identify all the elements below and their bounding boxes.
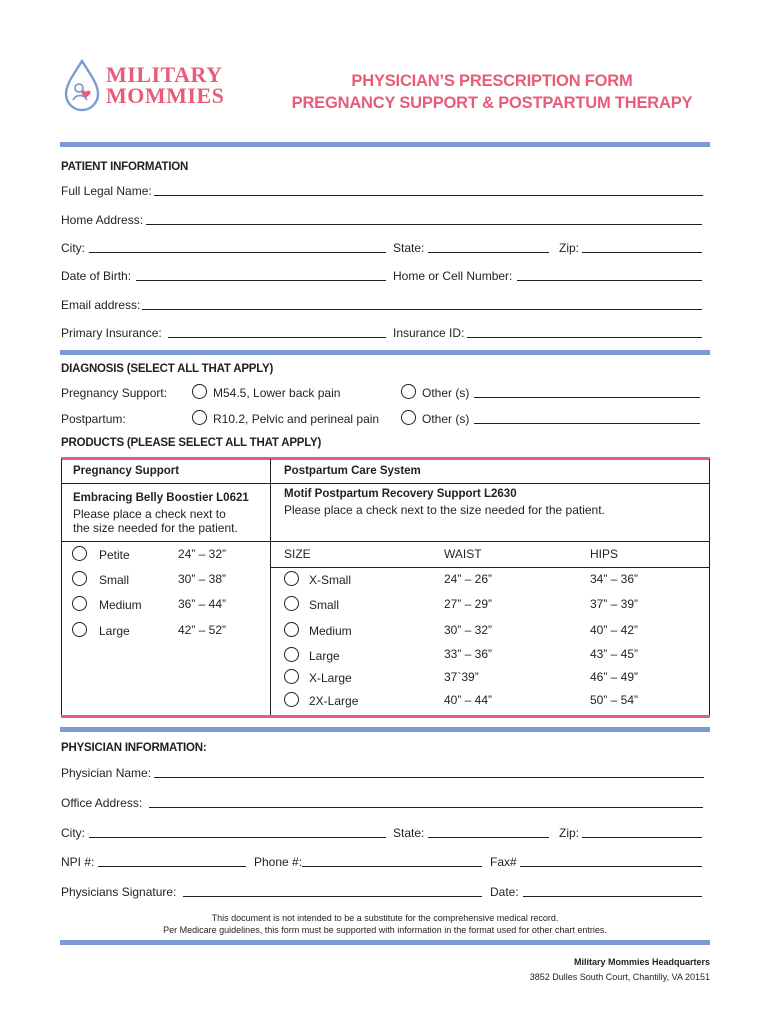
disclaimer-line1: This document is not intended to be a substitute for the comprehensive medical record.	[211, 913, 559, 923]
divider-footer	[60, 940, 710, 945]
fax-field[interactable]	[520, 866, 702, 867]
belly-size-range: 30” – 38”	[178, 572, 227, 586]
other-diagnosis-1-radio[interactable]	[401, 384, 416, 399]
npi-field[interactable]	[98, 866, 246, 867]
city-field[interactable]	[89, 252, 386, 253]
motif-waist: 24” – 26”	[444, 572, 493, 586]
physician-state-field[interactable]	[428, 837, 549, 838]
motif-product: Motif Postpartum Recovery Support L2630	[284, 488, 517, 500]
dob-field[interactable]	[136, 280, 386, 281]
physician-phone-field[interactable]	[302, 866, 482, 867]
motif-instruction: Please place a check next to the size needed for the patient.	[284, 503, 605, 517]
pregnancy-diagnosis-radio[interactable]	[192, 384, 207, 399]
products-heading: PRODUCTS (PLEASE SELECT ALL THAT APPLY)	[61, 437, 322, 449]
motif-size-header: SIZE	[284, 547, 311, 561]
hq-name: Military Mommies Headquarters	[573, 957, 710, 967]
email-label: Email address:	[61, 298, 141, 312]
motif-size-small-radio[interactable]	[284, 596, 299, 611]
motif-size-name: Small	[309, 598, 340, 612]
divider-diagnosis	[60, 350, 710, 355]
other-diagnosis-2-field[interactable]	[474, 423, 700, 424]
belly-size-name: Large	[99, 624, 130, 638]
motif-size-xlarge-radio[interactable]	[284, 669, 299, 684]
belly-size-range: 36” – 44”	[178, 597, 227, 611]
motif-hips: 50” – 54”	[590, 693, 639, 707]
insurance-id-field[interactable]	[467, 337, 702, 338]
dob-label: Date of Birth:	[61, 269, 132, 283]
insurance-field[interactable]	[168, 337, 386, 338]
mother-baby-drop-icon	[62, 58, 102, 114]
physician-phone-label: Phone #:	[254, 855, 303, 869]
title-line2: PREGNANCY SUPPORT & POSTPARTUM THERAPY	[291, 94, 693, 112]
phone-label: Home or Cell Number:	[393, 269, 513, 283]
divider-physician	[60, 727, 710, 732]
motif-waist: 27” – 29”	[444, 597, 493, 611]
home-address-label: Home Address:	[61, 213, 144, 227]
full-name-field[interactable]	[154, 195, 703, 196]
state-label: State:	[393, 241, 425, 255]
physician-city-label: City:	[61, 826, 85, 840]
diagnosis-heading: DIAGNOSIS (SELECT ALL THAT APPLY)	[61, 363, 274, 375]
belly-size-name: Petite	[99, 548, 130, 562]
physician-city-field[interactable]	[89, 837, 386, 838]
motif-hips: 37” – 39”	[590, 597, 639, 611]
motif-size-name: X-Small	[309, 573, 352, 587]
belly-boostier-product: Embracing Belly Boostier L0621	[73, 492, 249, 504]
physician-state-label: State:	[393, 826, 425, 840]
products-table-bottom-rule	[61, 715, 710, 718]
zip-field[interactable]	[582, 252, 702, 253]
other-diagnosis-2-radio[interactable]	[401, 410, 416, 425]
products-table-top-rule	[61, 457, 710, 460]
signature-field[interactable]	[183, 896, 482, 897]
pregnancy-support-col-head: Pregnancy Support	[73, 465, 180, 477]
belly-size-range: 24” – 32”	[178, 547, 227, 561]
postpartum-diagnosis-radio[interactable]	[192, 410, 207, 425]
fax-label: Fax#	[490, 855, 517, 869]
logo-line2: MOMMIES	[106, 83, 225, 108]
motif-hips-header: HIPS	[590, 547, 619, 561]
patient-info-heading: PATIENT INFORMATION	[61, 161, 189, 173]
physician-info-heading: PHYSICIAN INFORMATION:	[61, 742, 207, 754]
motif-size-name: Large	[309, 649, 340, 663]
belly-size-name: Small	[99, 573, 130, 587]
other-diagnosis-1-label: Other (s)	[422, 386, 470, 400]
products-table-right-border	[709, 459, 710, 717]
physician-name-field[interactable]	[154, 777, 704, 778]
date-field[interactable]	[523, 896, 702, 897]
belly-instruction-2: the size needed for the patient.	[73, 521, 238, 535]
physician-zip-field[interactable]	[582, 837, 702, 838]
insurance-label: Primary Insurance:	[61, 326, 162, 340]
home-address-field[interactable]	[146, 224, 702, 225]
motif-size-name: X-Large	[309, 671, 352, 685]
products-header-rule	[61, 483, 710, 484]
products-table-left-border	[61, 459, 62, 717]
other-diagnosis-1-field[interactable]	[474, 397, 700, 398]
divider-top	[60, 142, 710, 147]
signature-label: Physicians Signature:	[61, 885, 177, 899]
logo	[62, 58, 232, 118]
physician-name-label: Physician Name:	[61, 766, 152, 780]
motif-waist: 40” – 44”	[444, 693, 493, 707]
postpartum-diagnosis-code: R10.2, Pelvic and perineal pain	[213, 412, 380, 426]
city-label: City:	[61, 241, 85, 255]
npi-label: NPI #:	[61, 855, 95, 869]
pregnancy-diagnosis-code: M54.5, Lower back pain	[213, 386, 341, 400]
disclaimer-line2: Per Medicare guidelines, this form must be supported with information in the format used for other chart entries.	[163, 925, 607, 935]
full-name-label: Full Legal Name:	[61, 184, 152, 198]
belly-size-small-radio[interactable]	[72, 571, 87, 586]
phone-field[interactable]	[517, 280, 702, 281]
logo-line1: MILITARY	[106, 62, 223, 87]
motif-waist-header: WAIST	[444, 547, 482, 561]
motif-hips: 46” – 49”	[590, 670, 639, 684]
physician-zip-label: Zip:	[559, 826, 580, 840]
headquarters-block	[530, 955, 710, 985]
motif-hips: 43” – 45”	[590, 647, 639, 661]
date-label: Date:	[490, 885, 519, 899]
postpartum-label: Postpartum:	[61, 412, 126, 426]
products-table-divider	[270, 459, 271, 717]
office-address-label: Office Address:	[61, 796, 143, 810]
belly-instruction-1: Please place a check next to	[73, 507, 226, 521]
logo-wordmark	[106, 64, 224, 106]
title-line1: PHYSICIAN’S PRESCRIPTION FORM	[351, 72, 633, 90]
products-subheader-rule	[61, 541, 710, 542]
motif-hips: 40” – 42”	[590, 623, 639, 637]
other-diagnosis-2-label: Other (s)	[422, 412, 470, 426]
postpartum-care-col-head: Postpartum Care System	[284, 465, 421, 477]
motif-size-name: 2X-Large	[309, 694, 359, 708]
hq-address: 3852 Dulles South Court, Chantilly, VA 20151	[529, 972, 710, 982]
belly-size-petite-radio[interactable]	[72, 546, 87, 561]
motif-header-rule	[270, 567, 710, 568]
motif-size-medium-radio[interactable]	[284, 622, 299, 637]
motif-size-name: Medium	[309, 624, 352, 638]
belly-size-medium-radio[interactable]	[72, 596, 87, 611]
email-field[interactable]	[142, 309, 702, 310]
insurance-id-label: Insurance ID:	[393, 326, 465, 340]
motif-waist: 37`39”	[444, 670, 479, 684]
motif-waist: 30” – 32”	[444, 623, 493, 637]
pregnancy-support-label: Pregnancy Support:	[61, 386, 168, 400]
zip-label: Zip:	[559, 241, 580, 255]
motif-size-large-radio[interactable]	[284, 647, 299, 662]
motif-hips: 34” – 36”	[590, 572, 639, 586]
disclaimer-note	[60, 912, 710, 936]
belly-size-large-radio[interactable]	[72, 622, 87, 637]
belly-size-name: Medium	[99, 598, 142, 612]
motif-waist: 33” – 36”	[444, 647, 493, 661]
office-address-field[interactable]	[149, 807, 703, 808]
belly-size-range: 42” – 52”	[178, 623, 227, 637]
state-field[interactable]	[428, 252, 549, 253]
form-title	[262, 70, 722, 114]
motif-size-xsmall-radio[interactable]	[284, 571, 299, 586]
motif-size-2xlarge-radio[interactable]	[284, 692, 299, 707]
